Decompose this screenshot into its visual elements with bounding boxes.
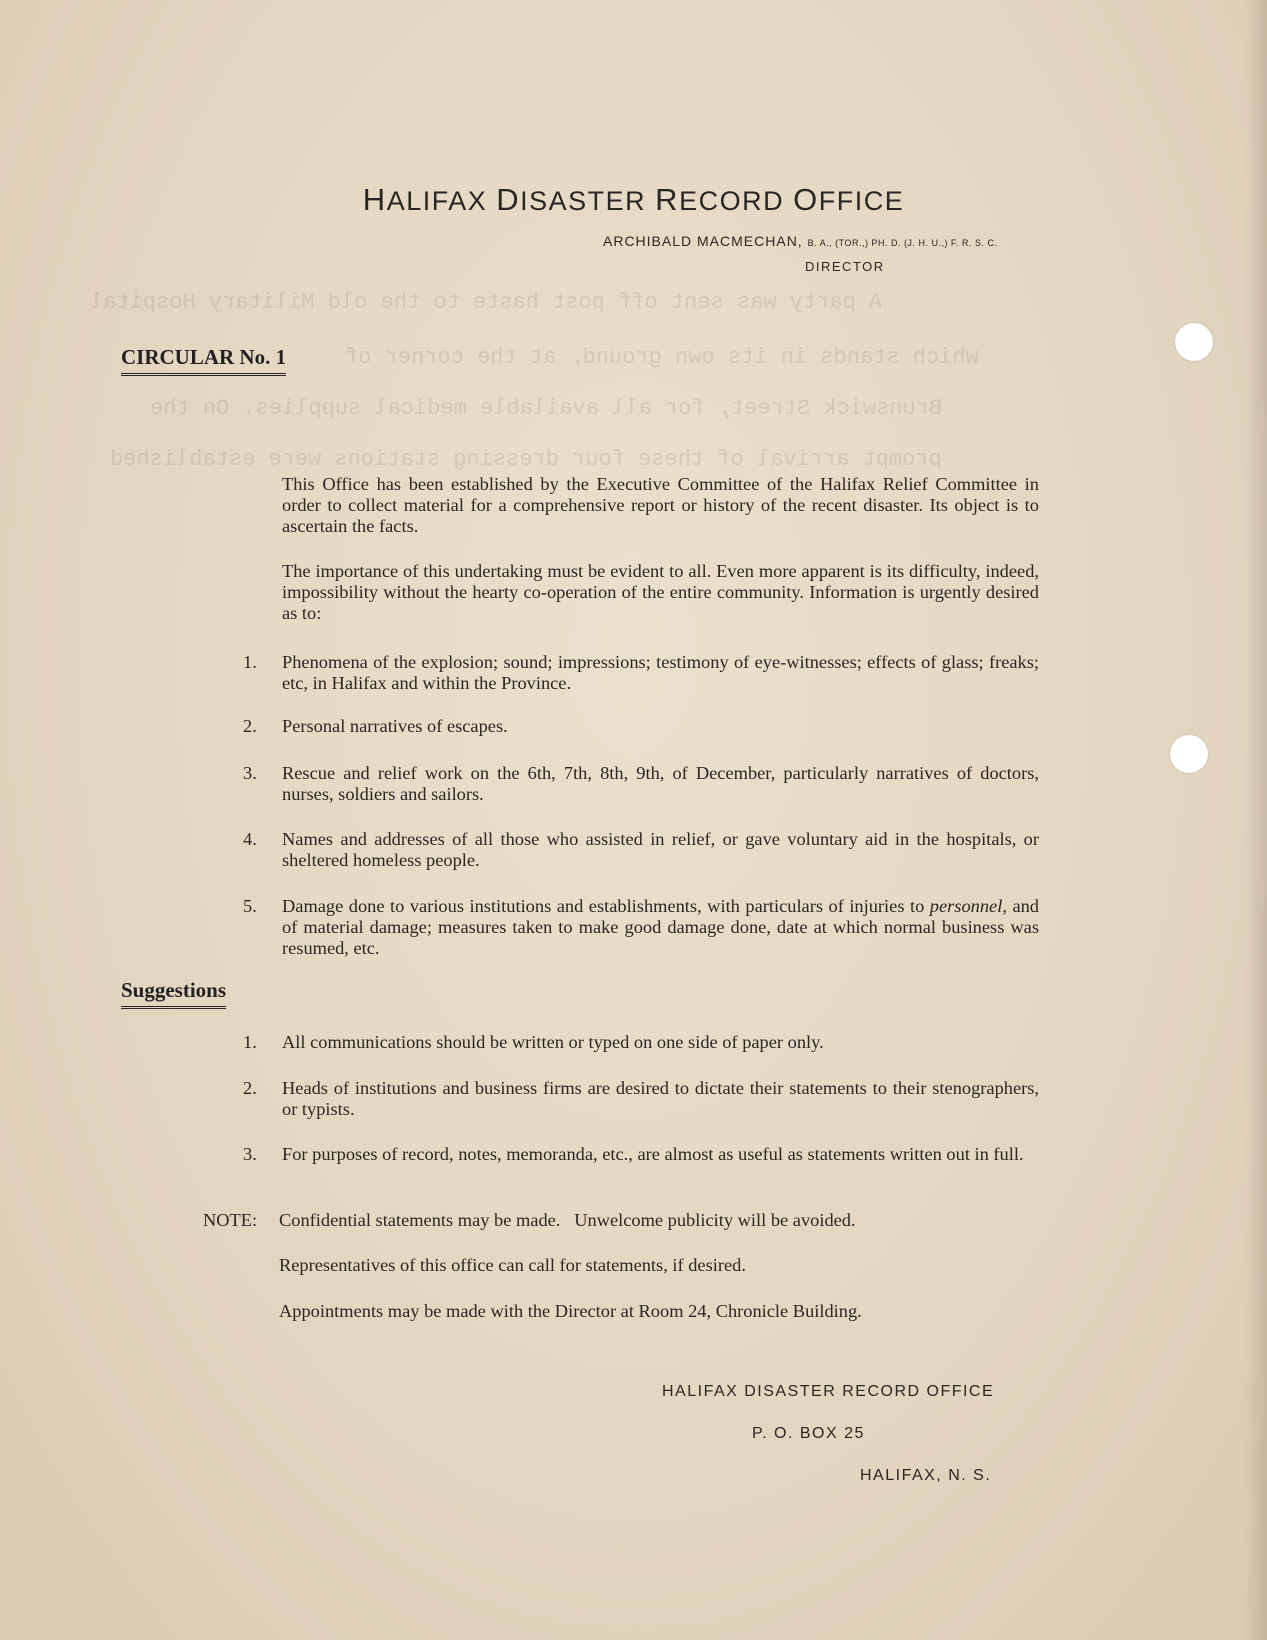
- director-degrees: B. A., (TOR.,) PH. D. (J. H. U.,) F. R. S. C.: [807, 238, 998, 248]
- director-name: [603, 233, 997, 249]
- list-item-number: 1.: [243, 652, 257, 672]
- suggestion-text: Heads of institutions and business firms are desired to dictate their statements to their stenographers, or typists.: [282, 1078, 1039, 1119]
- page-edge-shadow: [1245, 0, 1267, 1640]
- punch-hole: [1170, 735, 1208, 773]
- bleed-through-line: which stands in its own ground, at the corner of: [345, 345, 979, 370]
- italic-personnel: personnel,: [929, 896, 1007, 916]
- suggestion-number: 2.: [243, 1078, 257, 1098]
- list-item-text: Personal narratives of escapes.: [282, 716, 508, 736]
- bleed-through-line: prompt arrival of these four dressing stations were established: [110, 447, 942, 472]
- list-item-text: Names and addresses of all those who assisted in relief, or gave voluntary aid in the hospitals, or sheltered homeless people.: [282, 829, 1039, 870]
- list-item-text: Phenomena of the explosion; sound; impressions; testimony of eye-witnesses; effects of glass; freaks; etc, in Halifax and within the Province.: [282, 652, 1039, 693]
- note-label: NOTE:: [203, 1210, 258, 1230]
- director-name-text: ARCHIBALD MACMECHAN,: [603, 233, 803, 249]
- bleed-through-line: Brunswick Street, for all available medical supplies. On the: [150, 396, 943, 421]
- list-item-number: 5.: [243, 896, 257, 916]
- bleed-through-line: A party was sent off post haste to the old Military Hospital: [90, 290, 883, 315]
- suggestions-heading: Suggestions: [121, 978, 226, 1009]
- director-role: DIRECTOR: [805, 259, 885, 274]
- footer-city: HALIFAX, N. S.: [860, 1467, 992, 1484]
- suggestion-number: 3.: [243, 1144, 257, 1164]
- list-item-text: Rescue and relief work on the 6th, 7th, 8th, 9th, of December, particularly narratives of doctors, nurses, soldiers and sailors.: [282, 763, 1039, 804]
- office-title: HALIFAX DISASTER RECORD OFFICE: [362, 182, 905, 217]
- note-appointments: Appointments may be made with the Director at Room 24, Chronicle Building.: [279, 1301, 862, 1321]
- suggestion-number: 1.: [243, 1032, 257, 1052]
- list-item-number: 2.: [243, 716, 257, 736]
- footer-office: HALIFAX DISASTER RECORD OFFICE: [662, 1383, 995, 1400]
- note-representatives: Representatives of this office can call for statements, if desired.: [279, 1255, 746, 1275]
- note-text: Confidential statements may be made. Unwelcome publicity will be avoided.: [279, 1210, 856, 1230]
- circular-heading: CIRCULAR No. 1: [121, 345, 286, 376]
- intro-paragraph-2: The importance of this undertaking must be evident to all. Even more apparent is its difficulty, indeed, impossibility without the hearty co-operation of the entire community. Information is urgently desired as to:: [282, 561, 1039, 623]
- suggestion-text: For purposes of record, notes, memoranda, etc., are almost as useful as statements written out in full.: [282, 1144, 1024, 1164]
- list-item-text: Damage done to various institutions and establishments, with particulars of injuries to personnel, and of material damage; measures taken to make good damage done, date at which normal business was resumed, etc.: [282, 896, 1039, 958]
- intro-paragraph-1: This Office has been established by the Executive Committee of the Halifax Relief Committee in order to collect material for a comprehensive report or history of the recent disaster. Its object is to ascertain the facts.: [282, 474, 1039, 536]
- suggestion-text: All communications should be written or typed on one side of paper only.: [282, 1032, 824, 1052]
- footer-box: P. O. BOX 25: [752, 1425, 865, 1442]
- list-item-number: 4.: [243, 829, 257, 849]
- list-item-number: 3.: [243, 763, 257, 783]
- punch-hole: [1175, 323, 1213, 361]
